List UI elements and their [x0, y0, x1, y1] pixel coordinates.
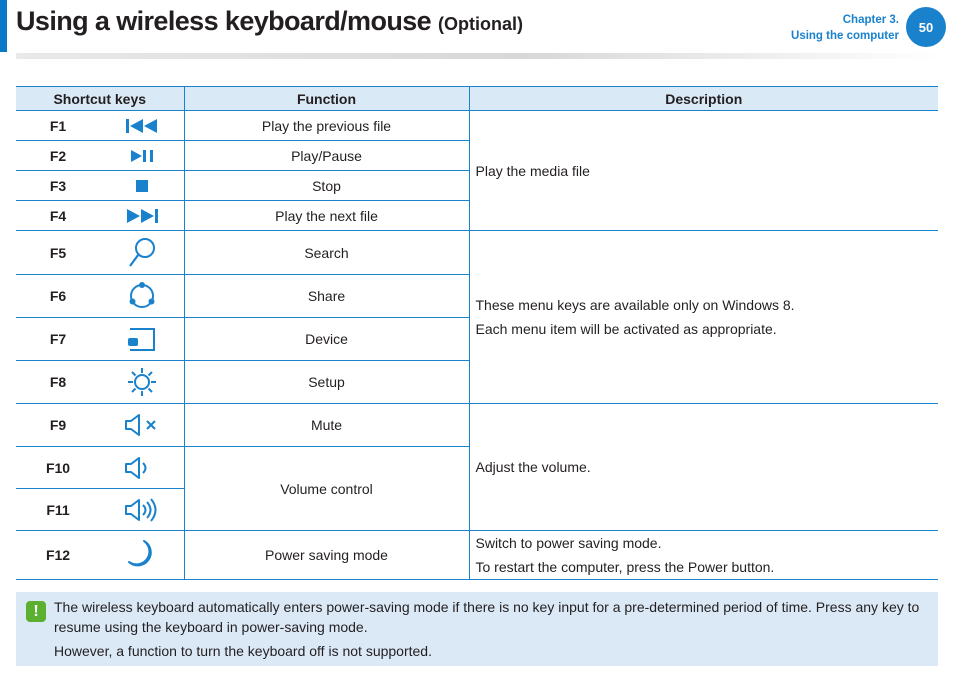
key-label: F11 — [16, 489, 100, 531]
function-cell: Mute — [184, 404, 469, 447]
table-row — [16, 404, 938, 447]
note-line2: However, a function to turn the keyboard off is not supported. — [54, 643, 432, 659]
volume-up-icon — [124, 498, 160, 522]
function-cell: Share — [184, 275, 469, 318]
description-menu-line1: These menu keys are available only on Windows 8. — [475, 297, 795, 313]
device-icon — [125, 325, 159, 353]
description-volume: Adjust the volume. — [475, 459, 591, 475]
table-row — [16, 531, 938, 580]
play-pause-icon — [125, 148, 159, 164]
function-cell: Device — [184, 318, 469, 361]
mute-icon — [124, 413, 160, 437]
key-label: F2 — [16, 141, 100, 171]
note-line1: The wireless keyboard automatically enters power-saving mode if there is no key input for a pre-determined period of time. Press any key to resume using the keyboard in power-saving mode. — [54, 599, 920, 635]
description-power-line2: To restart the computer, press the Power button. — [475, 559, 775, 575]
function-cell: Power saving mode — [184, 531, 469, 580]
moon-icon — [125, 538, 159, 572]
chapter-number: Chapter 3. — [842, 14, 899, 26]
note-text — [54, 597, 932, 661]
exclamation-icon: ! — [26, 601, 46, 622]
key-label: F9 — [16, 404, 100, 447]
description-power-line1: Switch to power saving mode. — [475, 535, 662, 551]
function-cell: Volume control — [184, 447, 469, 531]
search-icon — [125, 236, 159, 270]
column-header-function: Function — [184, 87, 469, 111]
chapter-label — [791, 12, 899, 44]
description-cell — [469, 404, 938, 531]
table-row — [16, 231, 938, 275]
title-underline — [16, 53, 942, 59]
description-cell — [469, 531, 938, 580]
key-label: F8 — [16, 361, 100, 404]
function-cell: Setup — [184, 361, 469, 404]
page-number-badge: 50 — [906, 7, 946, 47]
setup-icon — [125, 365, 159, 399]
function-cell: Search — [184, 231, 469, 275]
key-label: F4 — [16, 201, 100, 231]
key-label: F12 — [16, 531, 100, 580]
description-cell — [469, 231, 938, 404]
shortcut-keys-table — [16, 86, 938, 580]
chapter-title: Using the computer — [791, 30, 899, 42]
key-label: F5 — [16, 231, 100, 275]
share-icon — [125, 279, 159, 313]
function-cell: Stop — [184, 171, 469, 201]
key-label: F6 — [16, 275, 100, 318]
page-title — [16, 6, 523, 37]
key-label: F1 — [16, 111, 100, 141]
column-header-description: Description — [469, 87, 938, 111]
function-cell: Play the next file — [184, 201, 469, 231]
description-menu-line2: Each menu item will be activated as appropriate. — [475, 321, 777, 337]
previous-track-icon — [125, 118, 159, 134]
function-cell: Play/Pause — [184, 141, 469, 171]
table-row — [16, 111, 938, 141]
stop-icon — [125, 178, 159, 194]
left-accent-bar — [0, 0, 7, 52]
key-label: F3 — [16, 171, 100, 201]
key-label: F10 — [16, 447, 100, 489]
key-label: F7 — [16, 318, 100, 361]
note-box — [16, 592, 938, 666]
description-cell — [469, 111, 938, 231]
next-track-icon — [125, 208, 159, 224]
description-media: Play the media file — [475, 162, 590, 179]
title-text: Using a wireless keyboard/mouse — [16, 6, 432, 36]
function-cell: Play the previous file — [184, 111, 469, 141]
volume-down-icon — [124, 456, 160, 480]
title-suffix: (Optional) — [437, 14, 523, 34]
column-header-shortcut-keys: Shortcut keys — [16, 87, 184, 111]
